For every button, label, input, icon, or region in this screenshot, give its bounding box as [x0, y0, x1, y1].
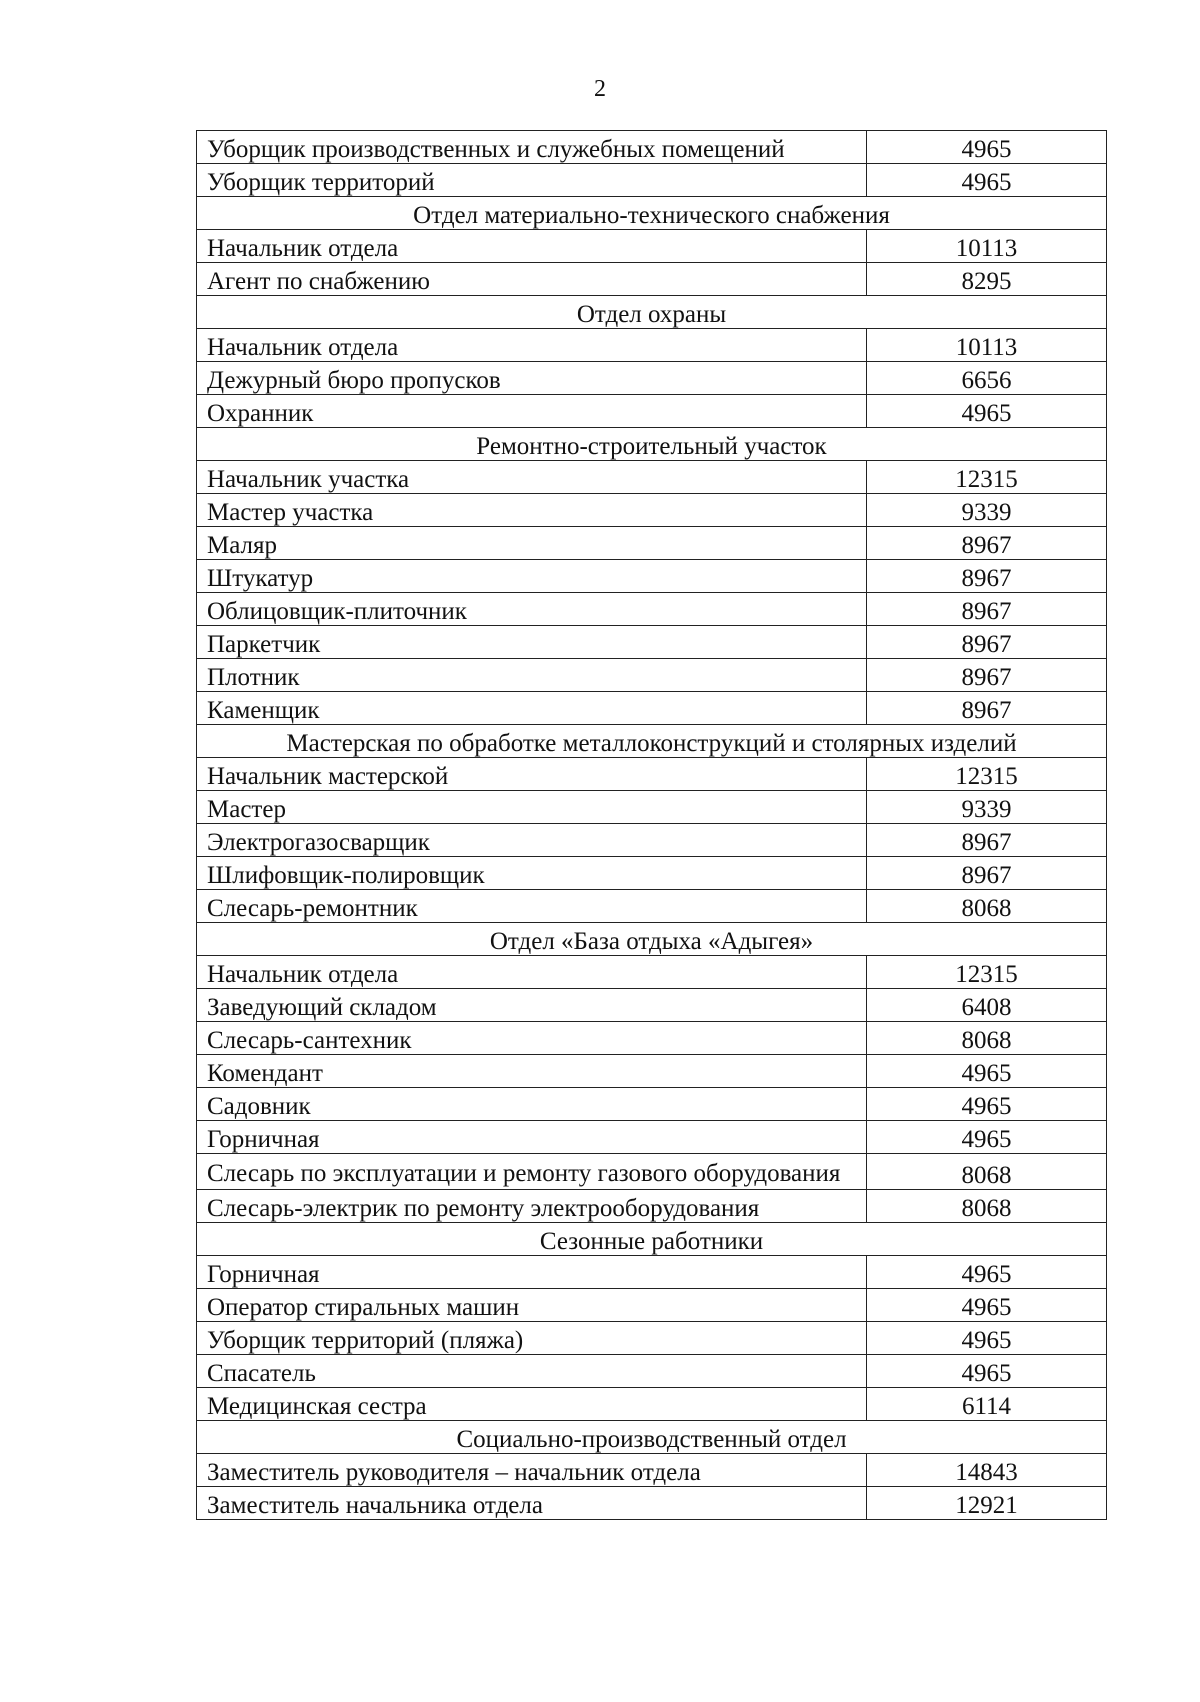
position-cell: Слесарь-электрик по ремонту электрооборудования: [197, 1190, 867, 1223]
table-row: [197, 1454, 1107, 1487]
salary-cell: 8967: [867, 824, 1107, 857]
table-row: [197, 1322, 1107, 1355]
salary-cell: 6408: [867, 989, 1107, 1022]
table-row: [197, 1487, 1107, 1520]
position-cell: Облицовщик-плиточник: [197, 593, 867, 626]
salary-cell: 4965: [867, 1121, 1107, 1154]
position-cell: Садовник: [197, 1088, 867, 1121]
table-row: [197, 494, 1107, 527]
table-row: [197, 989, 1107, 1022]
table-row: [197, 692, 1107, 725]
salary-cell: 10113: [867, 329, 1107, 362]
salary-cell: 10113: [867, 230, 1107, 263]
salary-cell: 8967: [867, 527, 1107, 560]
table-row: [197, 659, 1107, 692]
table-row: [197, 461, 1107, 494]
salary-cell: 12921: [867, 1487, 1107, 1520]
staff-salary-table: [196, 130, 1107, 1520]
position-cell: Слесарь по эксплуатации и ремонту газового оборудования: [197, 1154, 867, 1190]
table-row: [197, 560, 1107, 593]
position-cell: Дежурный бюро пропусков: [197, 362, 867, 395]
salary-cell: 4965: [867, 164, 1107, 197]
position-cell: Штукатур: [197, 560, 867, 593]
salary-cell: 12315: [867, 956, 1107, 989]
salary-cell: 4965: [867, 1289, 1107, 1322]
position-cell: Горничная: [197, 1256, 867, 1289]
table-row: [197, 263, 1107, 296]
salary-cell: 4965: [867, 395, 1107, 428]
table-row: [197, 758, 1107, 791]
table-row: [197, 857, 1107, 890]
page-number: 2: [594, 76, 606, 102]
table-row: [197, 1088, 1107, 1121]
position-cell: Начальник отдела: [197, 230, 867, 263]
salary-cell: 8295: [867, 263, 1107, 296]
salary-cell: 4965: [867, 1088, 1107, 1121]
salary-cell: 6114: [867, 1388, 1107, 1421]
position-cell: Уборщик территорий: [197, 164, 867, 197]
table-row: [197, 329, 1107, 362]
table-row: [197, 1154, 1107, 1190]
table-row: [197, 164, 1107, 197]
table-row: [197, 395, 1107, 428]
table-row: [197, 626, 1107, 659]
position-cell: Заведующий складом: [197, 989, 867, 1022]
position-cell: Слесарь-ремонтник: [197, 890, 867, 923]
section-header-row: [197, 197, 1107, 230]
table-row: [197, 1355, 1107, 1388]
salary-cell: 12315: [867, 758, 1107, 791]
salary-cell: 8967: [867, 560, 1107, 593]
section-title: Отдел охраны: [197, 296, 1107, 329]
table-row: [197, 1256, 1107, 1289]
position-cell: Мастер: [197, 791, 867, 824]
position-cell: Каменщик: [197, 692, 867, 725]
position-cell: Слесарь-сантехник: [197, 1022, 867, 1055]
table-body: [197, 131, 1107, 1520]
salary-cell: 9339: [867, 791, 1107, 824]
position-cell: Уборщик территорий (пляжа): [197, 1322, 867, 1355]
table-row: [197, 1190, 1107, 1223]
position-cell: Паркетчик: [197, 626, 867, 659]
section-header-row: [197, 1223, 1107, 1256]
salary-cell: 14843: [867, 1454, 1107, 1487]
salary-cell: 4965: [867, 131, 1107, 164]
position-cell: Заместитель руководителя – начальник отдела: [197, 1454, 867, 1487]
salary-cell: 6656: [867, 362, 1107, 395]
table-row: [197, 1022, 1107, 1055]
table-row: [197, 1121, 1107, 1154]
salary-cell: 4965: [867, 1256, 1107, 1289]
section-title: Отдел материально-технического снабжения: [197, 197, 1107, 230]
position-cell: Начальник отдела: [197, 329, 867, 362]
section-header-row: [197, 296, 1107, 329]
section-header-row: [197, 923, 1107, 956]
table-row: [197, 593, 1107, 626]
position-cell: Плотник: [197, 659, 867, 692]
position-cell: Агент по снабжению: [197, 263, 867, 296]
section-title: Сезонные работники: [197, 1223, 1107, 1256]
table-row: [197, 791, 1107, 824]
table-row: [197, 824, 1107, 857]
position-cell: Мастер участка: [197, 494, 867, 527]
table-row: [197, 527, 1107, 560]
salary-cell: 8068: [867, 1022, 1107, 1055]
table-row: [197, 890, 1107, 923]
position-cell: Начальник участка: [197, 461, 867, 494]
position-cell: Маляр: [197, 527, 867, 560]
section-title: Социально-производственный отдел: [197, 1421, 1107, 1454]
table-row: [197, 230, 1107, 263]
salary-cell: 8967: [867, 659, 1107, 692]
salary-cell: 8068: [867, 890, 1107, 923]
salary-cell: 8967: [867, 692, 1107, 725]
position-cell: Заместитель начальника отдела: [197, 1487, 867, 1520]
salary-cell: 4965: [867, 1322, 1107, 1355]
section-header-row: [197, 725, 1107, 758]
position-cell: Горничная: [197, 1121, 867, 1154]
position-cell: Комендант: [197, 1055, 867, 1088]
position-cell: Начальник мастерской: [197, 758, 867, 791]
position-cell: Шлифовщик-полировщик: [197, 857, 867, 890]
section-header-row: [197, 1421, 1107, 1454]
salary-cell: 12315: [867, 461, 1107, 494]
position-cell: Спасатель: [197, 1355, 867, 1388]
salary-cell: 4965: [867, 1055, 1107, 1088]
section-title: Отдел «База отдыха «Адыгея»: [197, 923, 1107, 956]
position-cell: Электрогазосварщик: [197, 824, 867, 857]
table-row: [197, 1388, 1107, 1421]
salary-cell: 9339: [867, 494, 1107, 527]
section-title: Мастерская по обработке металлоконструкций и столярных изделий: [197, 725, 1107, 758]
table-row: [197, 131, 1107, 164]
position-cell: Охранник: [197, 395, 867, 428]
salary-cell: 8967: [867, 593, 1107, 626]
salary-cell: 4965: [867, 1355, 1107, 1388]
table-row: [197, 1055, 1107, 1088]
table-row: [197, 362, 1107, 395]
table-row: [197, 1289, 1107, 1322]
section-header-row: [197, 428, 1107, 461]
position-cell: Уборщик производственных и служебных помещений: [197, 131, 867, 164]
salary-cell: 8068: [867, 1154, 1107, 1190]
salary-cell: 8967: [867, 857, 1107, 890]
salary-cell: 8967: [867, 626, 1107, 659]
position-cell: Медицинская сестра: [197, 1388, 867, 1421]
position-cell: Начальник отдела: [197, 956, 867, 989]
section-title: Ремонтно-строительный участок: [197, 428, 1107, 461]
salary-cell: 8068: [867, 1190, 1107, 1223]
table-row: [197, 956, 1107, 989]
position-cell: Оператор стиральных машин: [197, 1289, 867, 1322]
